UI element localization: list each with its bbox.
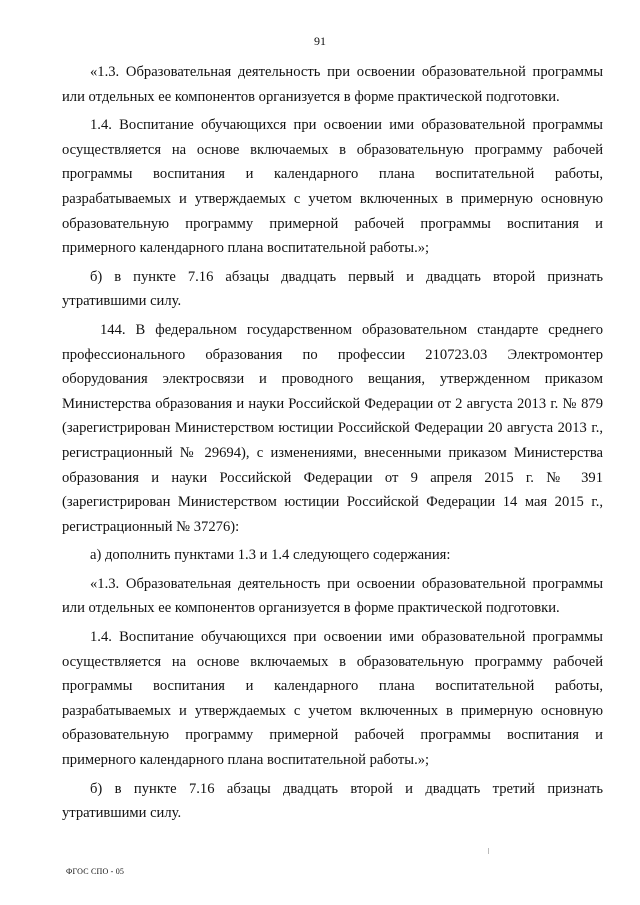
document-body: [62, 60, 603, 826]
page-footer: ФГОС СПО - 05: [66, 867, 125, 876]
paragraph-1-4: 1.4. Воспитание обучающихся при освоении ими образовательной программы осуществляется на основе включаемых в образовательную программу рабочей программы воспитания и календарного плана воспитательной работы, разрабатываемых и утверждаемых с учетом включенных в примерную основную образовательную программу примерной рабочей программы воспитания и примерного календарного плана воспитательной работы.»;: [62, 117, 603, 257]
paragraph-1-4-repeat: 1.4. Воспитание обучающихся при освоении ими образовательной программы осуществляется на основе включаемых в образовательную программу рабочей программы воспитания и календарного плана воспитательной работы, разрабатываемых и утверждаемых с учетом включенных в примерную основную образовательную программу примерной рабочей программы воспитания и примерного календарного плана воспитательной работы.»;: [62, 629, 603, 769]
paragraph-a-add: а) дополнить пунктами 1.3 и 1.4 следующего содержания:: [90, 547, 451, 564]
page-number: 91: [314, 34, 326, 48]
paragraph-b-7-16: б) в пункте 7.16 абзацы двадцать первый и двадцать второй признать утратившими силу.: [62, 268, 603, 310]
paragraph-1-3-repeat: «1.3. Образовательная деятельность при освоении образовательной программы или отдельных ее компонентов организуется в форме практической подготовки.: [62, 575, 603, 617]
paragraph-144: 144. В федеральном государственном образовательном стандарте среднего профессионального образования по профессии 210723.03 Электромонтер оборудования электросвязи и проводного вещания, утвержденном приказом Министерства образования и науки Российской Федерации от 2 августа 2013 г. № 879 (зарегистрирован Министерством юстиции Российской Федерации 20 августа 2013 г., регистрационный № 29694), с изменениями, внесенными приказом Министерства образования и науки Российской Федерации от 9 апреля 2015 г. № 391 (зарегистрирован Министерством юстиции Российской Федерации 14 мая 2015 г., регистрационный № 37276):: [62, 321, 603, 535]
paragraph-1-3: «1.3. Образовательная деятельность при освоении образовательной программы или отдельных ее компонентов организуется в форме практической подготовки.: [62, 64, 603, 105]
paragraph-b-7-16-repeat: б) в пункте 7.16 абзацы двадцать второй и двадцать третий признать утратившими силу.: [62, 780, 603, 822]
scan-speck: [488, 848, 489, 854]
